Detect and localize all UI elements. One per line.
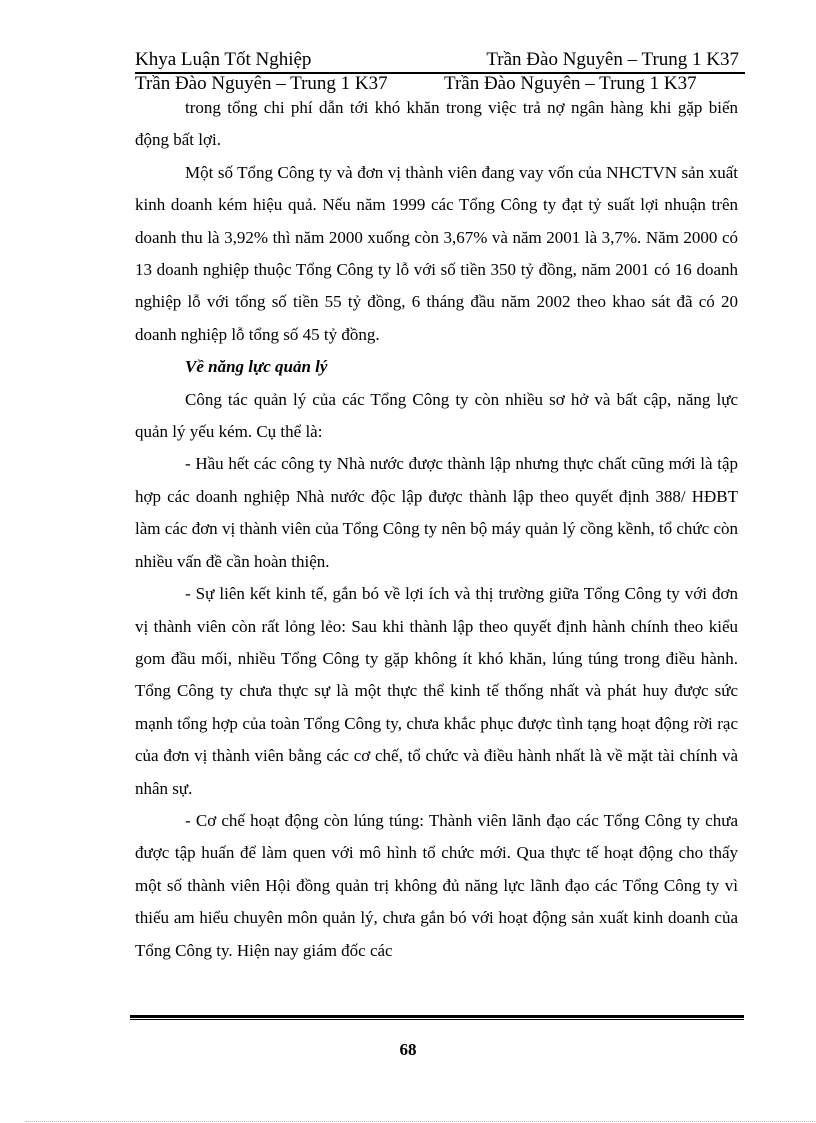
page-bottom-border <box>25 1121 815 1122</box>
paragraph-continuation: trong tổng chi phí dẫn tới khó khăn trong việc trả nợ ngân hàng khi gặp biến động bất lợi. <box>135 98 738 150</box>
paragraph-bullet-linkage: - Sự liên kết kinh tế, gắn bó về lợi ích và thị trường giữa Tổng Công ty với đơn vị thành viên còn rất lỏng lẻo: Sau khi thành lập theo quyết định hành chính theo kiểu gom đầu mối, nhiều Tổng Công ty gặp không ít khó khăn, lúng túng trong điều hành. Tổng Công ty chưa thực sự là một thực thể kinh tế thống nhất và phát huy được sức mạnh tổng hợp của toàn Tổng Công ty, chưa khắc phục được tình tạng hoạt động rời rạc của đơn vị thành viên bằng các cơ chế, tổ chức và điều hành nhất là về mặt tài chính và nhân sự. <box>135 584 738 798</box>
page-number: 68 <box>399 1040 417 1059</box>
header-thesis-title: Khya Luận Tốt Nghiệp <box>135 49 312 70</box>
header-author: Trần Đào Nguyên – Trung 1 K37 <box>486 49 739 70</box>
page-body <box>135 92 738 967</box>
header-repeat-author-left: Trần Đào Nguyên – Trung 1 K37 <box>135 73 388 94</box>
paragraph-bullet-mechanism: - Cơ chế hoạt động còn lúng túng: Thành viên lãnh đạo các Tổng Công ty chưa được tập huấn để làm quen với mô hình tổ chức mới. Qua thực tế hoạt động cho thấy một số thành viên Hội đồng quản trị không đủ năng lực lãnh đạo các Tổng Công ty vì thiếu am hiểu chuyên môn quản lý, chưa gắn bó với hoạt động sản xuất kinh doanh của Tổng Công ty. Hiện nay giám đốc các <box>135 810 738 960</box>
section-heading-management: Về năng lực quản lý <box>185 357 328 377</box>
paragraph-bullet-companies: - Hầu hết các công ty Nhà nước được thành lập nhưng thực chất cũng mới là tập hợp các doanh nghiệp Nhà nước độc lập được thành lập theo quyết định 388/ HĐBT làm các đơn vị thành viên của Tổng Công ty nên bộ máy quản lý cồng kềnh, tổ chức còn nhiều vấn đề cần hoàn thiện. <box>135 454 738 571</box>
paragraph-management-intro: Công tác quản lý của các Tổng Công ty còn nhiều sơ hở và bất cập, năng lực quản lý yếu kém. Cụ thể là: <box>135 389 738 442</box>
footer-rule <box>130 1015 744 1020</box>
paragraph-loan-performance: Một số Tổng Công ty và đơn vị thành viên đang vay vốn của NHCTVN sản xuất kinh doanh kém hiệu quả. Nếu năm 1999 các Tổng Công ty đạt tỷ suất lợi nhuận trên doanh thu là 3,92% thì năm 2000 xuống còn 3,67% và năm 2001 là 3,7%. Năm 2000 có 13 doanh nghiệp thuộc Tổng Công ty lỗ với số tiền 350 tỷ đồng, năm 2001 có 16 doanh nghiệp lỗ với tổng số tiền 55 tỷ đồng, 6 tháng đầu năm 2002 theo khao sát đã có 20 doanh nghiệp lỗ tổng số 45 tỷ đồng. <box>135 162 738 344</box>
header-repeat-author-right: Trần Đào Nguyên – Trung 1 K37 <box>444 73 697 94</box>
